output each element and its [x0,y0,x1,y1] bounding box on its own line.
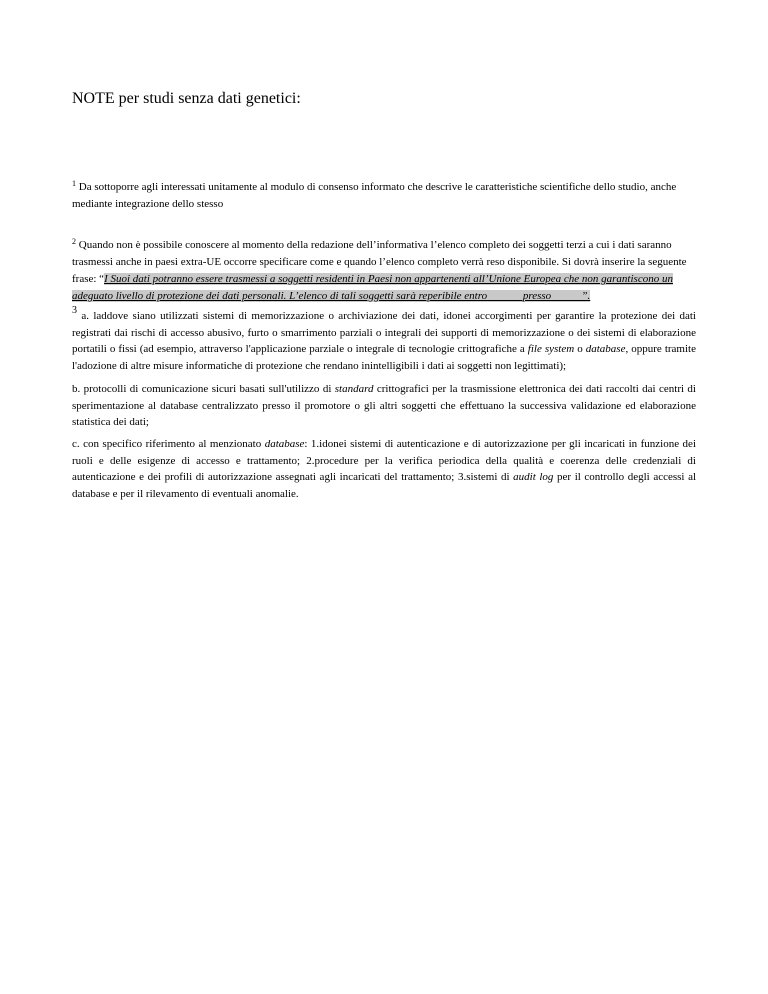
footnote-2 [72,237,696,305]
footnote-3c-term-2: audit log [513,471,554,483]
footnote-3a-text-2: o [574,343,586,355]
footnote-3c-text-2: : 1.idonei sistemi di autenticazione e di autorizzazione per gli incaricati in funzione dei ruoli e delle esigenze di accesso e trattamento; 2.procedure per la verifica periodica della qualità e coerenza delle credenziali di autenticazione e dei profili di autorizzazione assegnati agli incaricati del trattamento; 3.sistemi di [72,438,696,483]
footnote-3-marker: 3 [72,305,77,316]
footnote-1 [72,179,696,213]
page-title: NOTE per studi senza dati genetici: [72,90,301,107]
footnote-1-marker: 1 [72,179,76,188]
footnote-3-item-c [72,436,696,502]
footnote-3c-text-3: per il controllo degli accessi al database e per il rilevamento di eventuali anomalie. [72,471,697,500]
footnote-3a-term-2: database [585,343,626,355]
footnote-3-item-a [72,305,696,374]
footnote-1-text: Da sottoporre agli interessati unitamente al modulo di consenso informato che descrive le caratteristiche scientifiche dello studio, anche mediante integrazione dello stesso [72,181,677,210]
footnote-3b-text-1: b. protocolli di comunicazione sicuri basati sull'utilizzo di [72,383,335,395]
footnote-3b-text-2: crittografici per la trasmissione elettronica dei dati raccolti dai centri di sperimentazione al database centralizzato presso il promotore o gli altri soggetti che effettuano la successiva validazione ed elaborazione statistica dei dati; [72,383,696,428]
footnote-3b-term-1: standard [334,383,374,395]
footnote-2-text: Quando non è possibile conoscere al momento della redazione dell’informativa l’elenco completo dei soggetti terzi a cui i dati saranno trasmessi anche in paesi extra-UE occorre specificare come e quando l’elenco completo verrà reso disponibile. Si dovrà inserire la seguente frase: “ [72,239,687,285]
footnote-3a-term-1: file system [527,343,575,355]
footnote-3c-text-1: c. con specifico riferimento al menzionato [72,438,265,450]
footnote-3a-text-3: , oppure tramite l'adozione di altre misure informatiche di protezione che rendano inintelligibili i dati ai soggetti non legittimati); [72,343,696,372]
footnote-2-marker: 2 [72,237,76,246]
footnote-3-item-b [72,381,696,431]
footnote-3c-term-1: database [264,438,305,450]
footnote-2-highlighted-quote: I Suoi dati potranno essere trasmessi a soggetti residenti in Paesi non appartenenti all’Unione Europea che non garantiscono un adeguato livello di protezione dei dati personali. L’elenco di tali soggetti sarà reperibile entro ______presso _____”. [72,273,673,302]
footnote-3a-text-1: a. laddove siano utilizzati sistemi di memorizzazione o archiviazione dei dati, idonei accorgimenti per garantire la protezione dei dati registrati dai rischi di accesso abusivo, furto o smarrimento parziali o integrali dei supporti di memorizzazione o dei sistemi di elaborazione portatili o fissi (ad esempio, attraverso l'applicazione parziale o integrale di tecnologie crittografiche a [72,310,696,355]
